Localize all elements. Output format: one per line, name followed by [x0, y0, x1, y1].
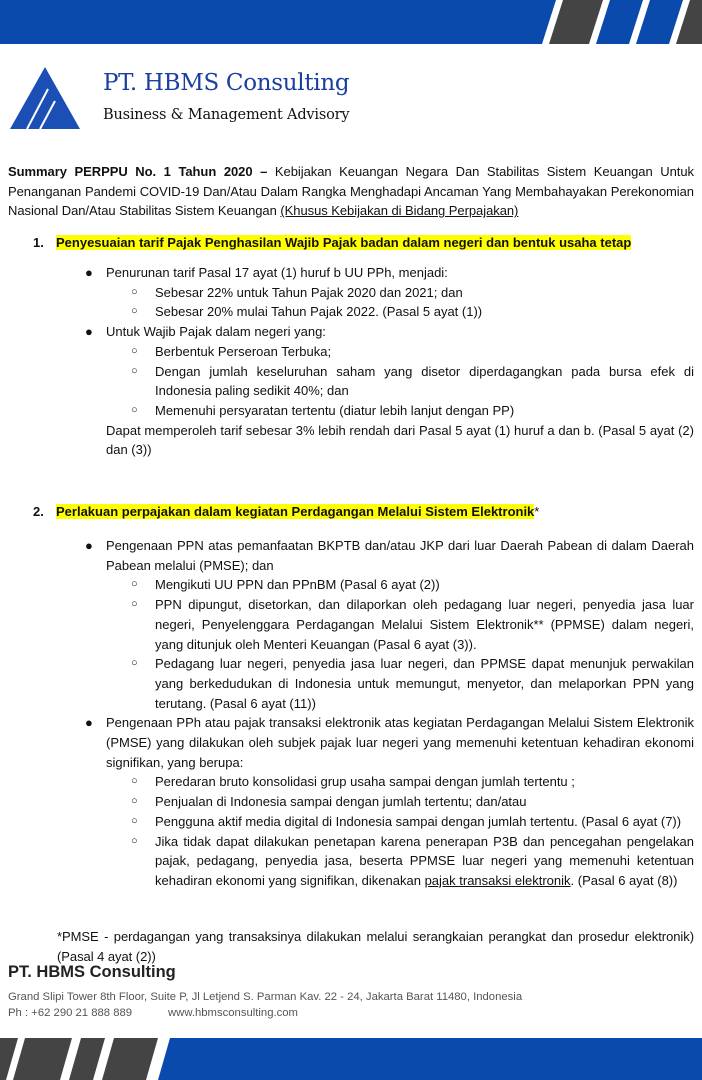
sub-list-item — [85, 362, 694, 401]
sub-text: Sebesar 22% untuk Tahun Pajak 2020 dan 2021; dan — [155, 284, 463, 300]
sub-list-item — [85, 654, 694, 713]
sub-list-item — [85, 283, 694, 303]
circle-bullet-icon: ○ — [131, 364, 138, 377]
summary-text: Kebijakan Keuangan Negara Dan Stabilitas Sistem Keuangan Untuk Penanganan Pandemi COVID-19 Dan/Atau Dalam Rangka Menghadapi Ancaman Yang Membahayakan Perekonomian Nasional Dan/Atau Stabilitas Sistem Keuangan — [8, 164, 694, 219]
circle-bullet-icon: ○ — [131, 657, 138, 670]
footer-website[interactable]: www.hbmsconsulting.com — [168, 1007, 298, 1019]
sub-text: Dengan jumlah keseluruhan saham yang disetor diperdagangkan pada bursa efek di Indonesia paling sedikit 40%; dan — [155, 363, 694, 399]
circle-bullet-icon: ○ — [131, 834, 138, 847]
circle-bullet-icon: ○ — [131, 403, 138, 416]
sub-list-item — [85, 575, 694, 595]
section-heading-1 — [33, 233, 693, 253]
sub-text: Berbentuk Perseroan Terbuka; — [155, 343, 332, 359]
header-banner — [0, 0, 702, 44]
section-title: Penyesuaian tarif Pajak Penghasilan Wajib Pajak badan dalam negeri dan bentuk usaha tetap — [56, 235, 632, 250]
sub-list-item — [85, 832, 694, 891]
circle-bullet-icon: ○ — [131, 305, 138, 318]
circle-bullet-icon: ○ — [131, 285, 138, 298]
sub-list-item — [85, 302, 694, 322]
footnote-marker: * — [534, 504, 540, 519]
list-item — [85, 322, 694, 342]
section-2-list — [85, 536, 694, 891]
section-number: 1. — [33, 235, 44, 250]
bullet-icon: ● — [85, 715, 93, 731]
sub-list-item — [85, 401, 694, 421]
company-tagline: Business & Management Advisory — [103, 107, 350, 123]
sub-text-underlined: pajak transaksi elektronik — [424, 872, 571, 888]
circle-bullet-icon: ○ — [131, 578, 138, 591]
bullet-text: Pengenaan PPh atau pajak transaksi elektronik atas kegiatan Perdagangan Melalui Sistem Elektronik (PMSE) yang dilakukan oleh subjek pajak luar negeri yang memenuhi ketentuan kehadiran ekonomi signifikan, yang berupa: — [106, 715, 694, 770]
sub-text: Peredaran bruto konsolidasi grup usaha sampai dengan jumlah tertentu ; — [155, 774, 575, 790]
company-logo-icon — [10, 67, 80, 129]
bullet-text: Untuk Wajib Pajak dalam negeri yang: — [106, 324, 326, 340]
summary-title: Summary PERPPU No. 1 Tahun 2020 – — [8, 164, 268, 179]
footer-company: PT. HBMS Consulting — [8, 963, 176, 981]
sub-text: Pengguna aktif media digital di Indonesia sampai dengan jumlah tertentu. (Pasal 6 ayat (7)) — [155, 813, 682, 829]
section-1-list — [85, 263, 694, 460]
bullet-text: Penurunan tarif Pasal 17 ayat (1) huruf b UU PPh, menjadi: — [106, 265, 448, 280]
sub-text: Pedagang luar negeri, penyedia jasa luar negeri, dan PPMSE dapat menunjuk perwakilan yang berkedudukan di Indonesia untuk memungut, menyetor, dan melaporkan PPN yang terutang. (Pasal 6 ayat (11)) — [155, 656, 694, 711]
circle-bullet-icon: ○ — [131, 344, 138, 357]
footer-address: Grand Slipi Tower 8th Floor, Suite P, Jl Letjend S. Parman Kav. 22 - 24, Jakarta Barat 11480, Indonesia — [8, 991, 523, 1003]
sub-text: Memenuhi persyaratan tertentu (diatur lebih lanjut dengan PP) — [155, 402, 515, 418]
footer-banner — [0, 1038, 702, 1080]
section-number: 2. — [33, 504, 44, 519]
circle-bullet-icon: ○ — [131, 795, 138, 808]
document-summary — [8, 162, 694, 221]
sub-text: Jika tidak dapat dilakukan penetapan karena penerapan P3B dan pencegahan pengelakan pajak, pedagang, penyedia jasa, beserta PPMSE luar negeri yang memenuhi ketentuan kehadiran ekonomi yang signifikan, dikenakan — [155, 833, 694, 888]
sub-text: PPN dipungut, disetorkan, dan dilaporkan oleh pedagang luar negeri, penyedia jasa luar negeri, Penyelenggara Perdagangan Melalui Sistem Elektronik** (PPMSE) dalam negeri, yang ditunjuk oleh Menteri Keuangan (Pasal 6 ayat (3)). — [155, 597, 694, 652]
list-item — [85, 263, 694, 283]
circle-bullet-icon: ○ — [131, 814, 138, 827]
list-item — [85, 713, 694, 772]
section-heading-2 — [33, 502, 693, 522]
summary-scope: (Khusus Kebijakan di Bidang Perpajakan) — [280, 203, 519, 219]
sub-list-item — [85, 812, 694, 832]
bullet-text: Pengenaan PPN atas pemanfaatan BKPTB dan/atau JKP dari luar Daerah Pabean di dalam Daerah Pabean melalui (PMSE); dan — [106, 538, 694, 573]
circle-bullet-icon: ○ — [131, 775, 138, 788]
circle-bullet-icon: ○ — [131, 598, 138, 611]
sub-list-item — [85, 772, 694, 792]
bullet-icon: ● — [85, 324, 93, 340]
sub-text: . (Pasal 6 ayat (8)) — [570, 872, 678, 888]
company-name: PT. HBMS Consulting — [103, 70, 350, 96]
footer-phone: Ph : +62 290 21 888 889 — [8, 1007, 133, 1019]
sub-text: Sebesar 20% mulai Tahun Pajak 2022. (Pasal 5 ayat (1)) — [155, 304, 483, 320]
section-title: Perlakuan perpajakan dalam kegiatan Perdagangan Melalui Sistem Elektronik — [56, 504, 535, 519]
list-item — [85, 536, 694, 575]
sub-list-item — [85, 595, 694, 654]
footnote: *PMSE - perdagangan yang transaksinya dilakukan melalui serangkaian perangkat dan prosedur elektronik) (Pasal 4 ayat (2)) — [57, 929, 694, 964]
section-note: Dapat memperoleh tarif sebesar 3% lebih rendah dari Pasal 5 ayat (1) huruf a dan b. (Pasal 5 ayat (2) dan (3)) — [106, 422, 694, 458]
sub-text: Penjualan di Indonesia sampai dengan jumlah tertentu; dan/atau — [155, 794, 527, 810]
sub-list-item — [85, 792, 694, 812]
sub-text: Mengikuti UU PPN dan PPnBM (Pasal 6 ayat (2)) — [155, 577, 440, 593]
sub-list-item — [85, 342, 694, 362]
bullet-icon: ● — [85, 265, 93, 280]
bullet-icon: ● — [85, 538, 93, 553]
